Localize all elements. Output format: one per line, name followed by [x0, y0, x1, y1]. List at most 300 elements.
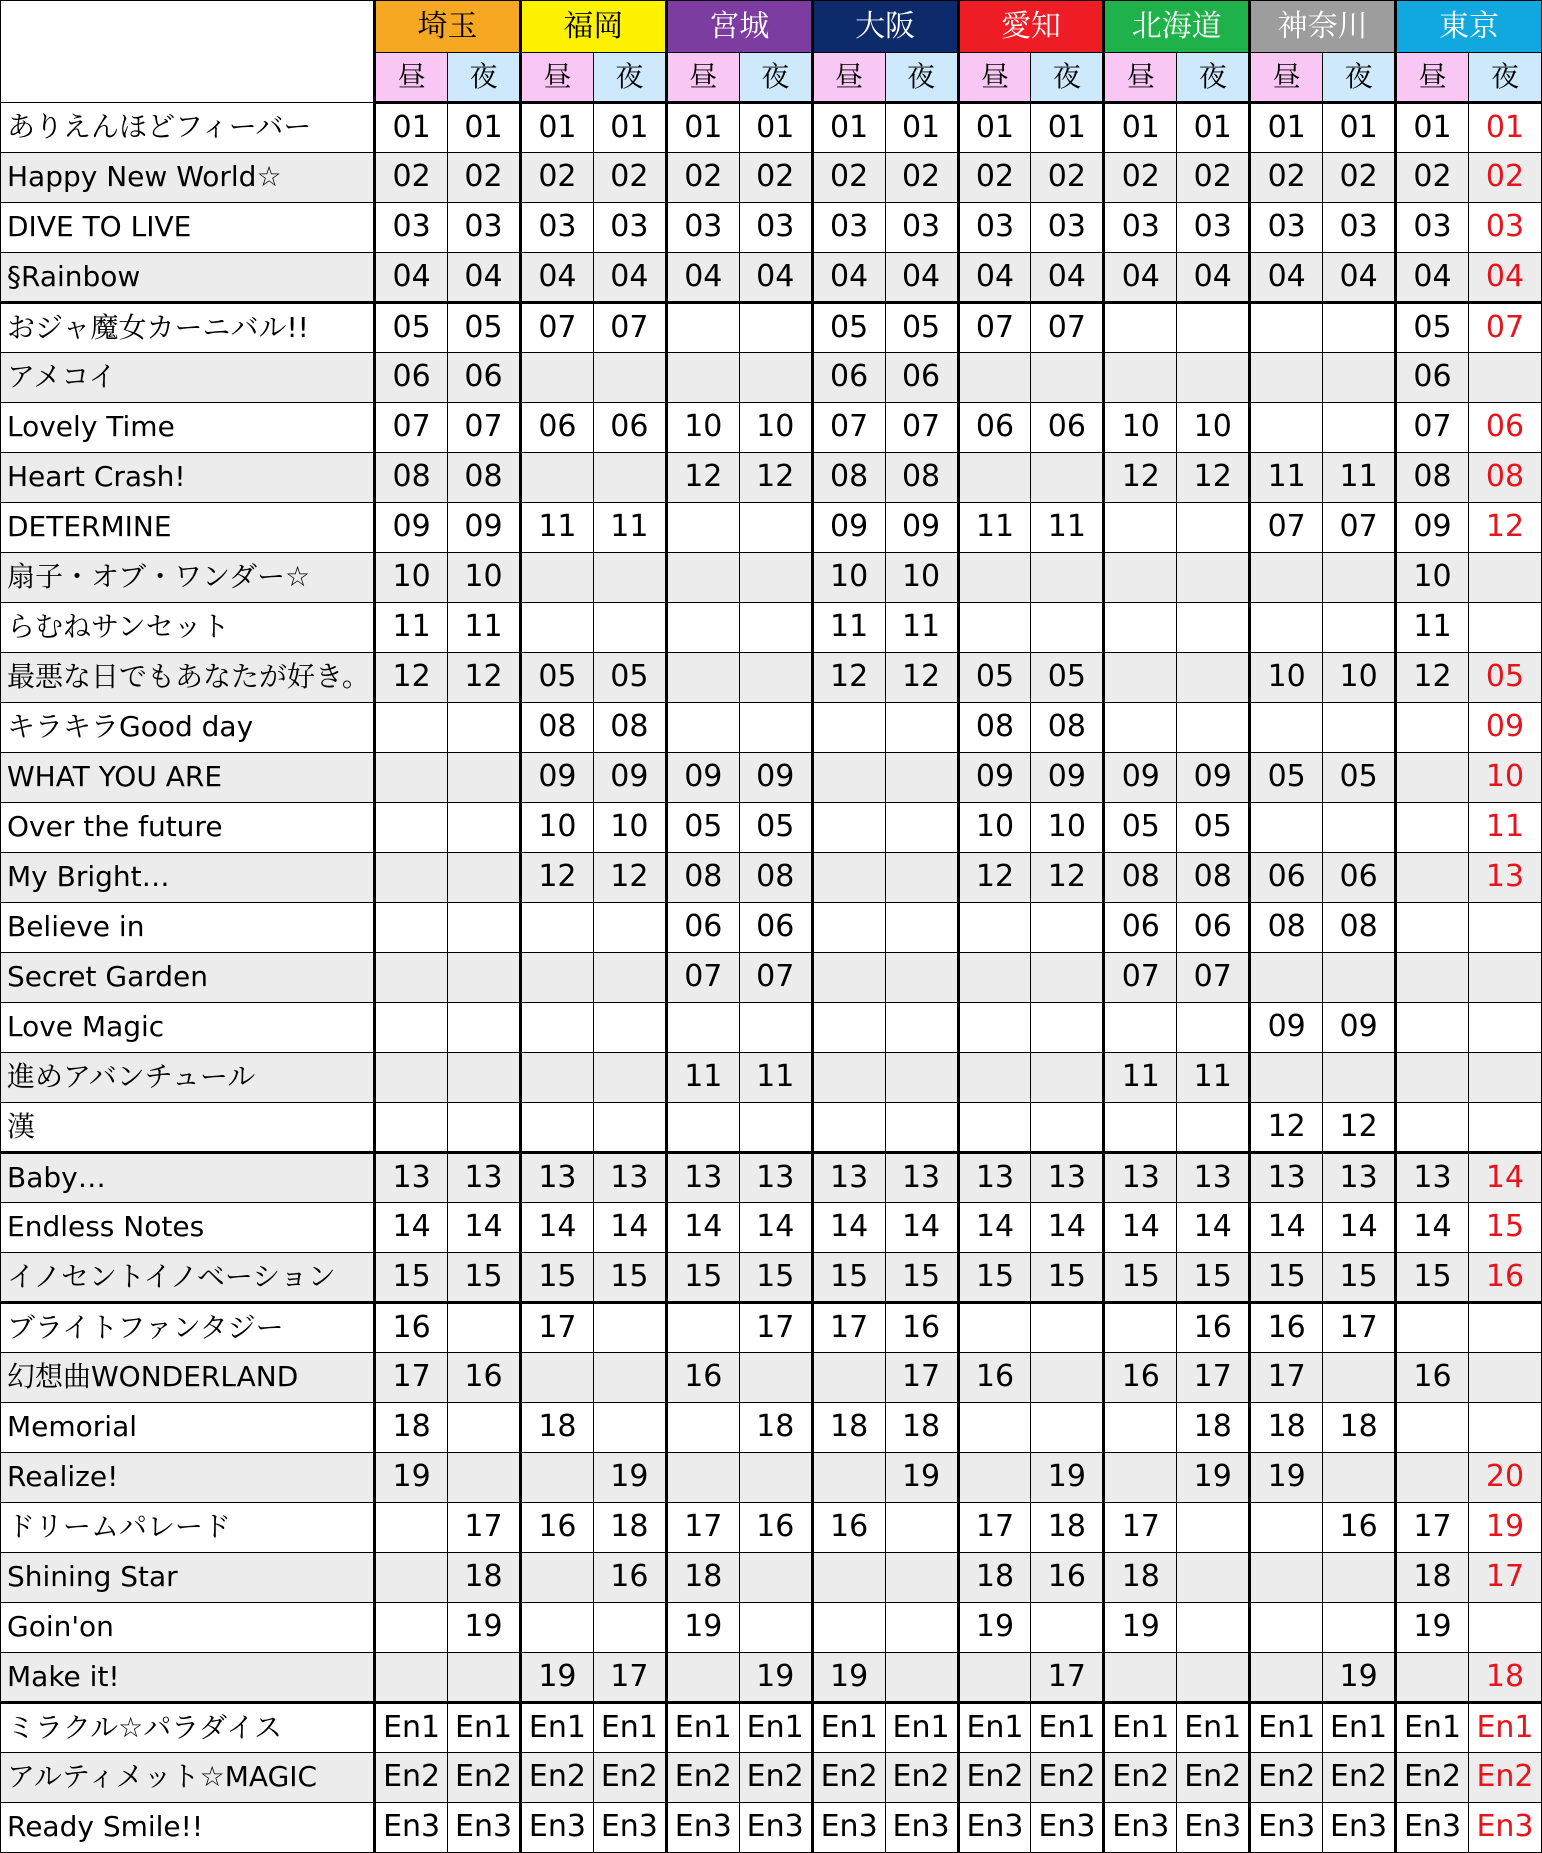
setlist-cell: En1 [375, 1702, 448, 1752]
song-title: アルティメット☆MAGIC [1, 1752, 375, 1802]
setlist-cell: 03 [1396, 202, 1469, 252]
setlist-cell: 19 [375, 1452, 448, 1502]
setlist-cell [1468, 952, 1541, 1002]
setlist-cell: 05 [885, 302, 958, 352]
setlist-cell [1177, 552, 1250, 602]
song-title: イノセントイノベーション [1, 1252, 375, 1302]
setlist-cell: 02 [666, 152, 739, 202]
setlist-cell: 02 [885, 152, 958, 202]
setlist-cell: 03 [1323, 202, 1396, 252]
setlist-cell: 07 [1468, 302, 1541, 352]
setlist-cell: 06 [1396, 352, 1469, 402]
setlist-cell: En1 [1323, 1702, 1396, 1752]
setlist-cell [375, 902, 448, 952]
setlist-cell: 15 [1468, 1202, 1541, 1252]
setlist-cell [375, 1102, 448, 1152]
setlist-cell: 03 [375, 202, 448, 252]
setlist-cell [448, 1452, 521, 1502]
setlist-cell [739, 502, 812, 552]
setlist-cell [1104, 1402, 1177, 1452]
setlist-cell: En1 [520, 1702, 593, 1752]
setlist-cell [520, 902, 593, 952]
setlist-cell: 18 [1031, 1502, 1104, 1552]
setlist-cell: 10 [812, 552, 885, 602]
setlist-cell: 06 [885, 352, 958, 402]
setlist-cell [1323, 552, 1396, 602]
setlist-cell [520, 1452, 593, 1502]
setlist-cell: 09 [1396, 502, 1469, 552]
setlist-cell [1104, 552, 1177, 602]
table-row [1, 102, 1542, 152]
setlist-cell: 11 [1468, 802, 1541, 852]
setlist-cell: 02 [448, 152, 521, 202]
setlist-cell: 10 [1468, 752, 1541, 802]
setlist-cell: 12 [666, 452, 739, 502]
setlist-cell [1323, 352, 1396, 402]
setlist-cell: 04 [375, 252, 448, 302]
setlist-cell [1250, 1602, 1323, 1652]
setlist-cell: 13 [520, 1152, 593, 1202]
setlist-cell [1177, 1002, 1250, 1052]
setlist-cell: 10 [520, 802, 593, 852]
setlist-cell [1177, 1652, 1250, 1702]
setlist-cell: 06 [1031, 402, 1104, 452]
setlist-cell: En2 [958, 1752, 1031, 1802]
setlist-cell: 11 [739, 1052, 812, 1102]
day-header: 昼 [812, 53, 885, 103]
setlist-cell [666, 352, 739, 402]
setlist-cell: En3 [1323, 1802, 1396, 1852]
setlist-cell [812, 852, 885, 902]
setlist-cell [593, 1352, 666, 1402]
setlist-cell: 08 [1177, 852, 1250, 902]
setlist-cell: En3 [1468, 1802, 1541, 1852]
setlist-cell: 13 [448, 1152, 521, 1202]
setlist-cell: 08 [1468, 452, 1541, 502]
table-row [1, 952, 1542, 1002]
setlist-cell: En1 [739, 1702, 812, 1752]
setlist-cell: En2 [1323, 1752, 1396, 1802]
setlist-cell [1250, 802, 1323, 852]
setlist-cell: 08 [1104, 852, 1177, 902]
setlist-cell: En3 [520, 1802, 593, 1852]
song-title: 漢 [1, 1102, 375, 1152]
setlist-cell: 19 [448, 1602, 521, 1652]
setlist-cell: 04 [958, 252, 1031, 302]
setlist-cell: 13 [1250, 1152, 1323, 1202]
setlist-cell: 15 [666, 1252, 739, 1302]
setlist-cell: 12 [958, 852, 1031, 902]
night-header: 夜 [1468, 53, 1541, 103]
setlist-cell: 08 [448, 452, 521, 502]
setlist-cell [593, 552, 666, 602]
table-row [1, 1802, 1542, 1852]
setlist-cell [1104, 502, 1177, 552]
setlist-cell [885, 1602, 958, 1652]
setlist-cell [958, 902, 1031, 952]
setlist-cell: 02 [1396, 152, 1469, 202]
setlist-cell: En1 [1396, 1702, 1469, 1752]
song-title: Memorial [1, 1402, 375, 1452]
setlist-cell: 04 [812, 252, 885, 302]
table-row [1, 352, 1542, 402]
setlist-cell: 14 [958, 1202, 1031, 1252]
setlist-cell [520, 352, 593, 402]
setlist-cell: 04 [1396, 252, 1469, 302]
setlist-cell: 05 [666, 802, 739, 852]
setlist-cell: En3 [1031, 1802, 1104, 1852]
setlist-cell: En2 [593, 1752, 666, 1802]
setlist-cell: 19 [1177, 1452, 1250, 1502]
setlist-cell [1104, 652, 1177, 702]
setlist-cell [885, 1652, 958, 1702]
setlist-cell: 04 [593, 252, 666, 302]
setlist-cell [1250, 352, 1323, 402]
setlist-cell: En1 [885, 1702, 958, 1752]
setlist-cell: 14 [885, 1202, 958, 1252]
setlist-cell: 18 [1177, 1402, 1250, 1452]
setlist-cell: 06 [1323, 852, 1396, 902]
setlist-cell: 04 [1177, 252, 1250, 302]
table-row [1, 1402, 1542, 1452]
table-row [1, 1052, 1542, 1102]
setlist-cell [739, 352, 812, 402]
setlist-cell [812, 952, 885, 1002]
setlist-cell: 17 [448, 1502, 521, 1552]
setlist-cell: 19 [1396, 1602, 1469, 1652]
song-title: アメコイ [1, 352, 375, 402]
setlist-cell [520, 552, 593, 602]
setlist-cell: 16 [520, 1502, 593, 1552]
setlist-cell [1468, 1302, 1541, 1352]
setlist-cell: 07 [739, 952, 812, 1002]
setlist-cell: 05 [1250, 752, 1323, 802]
table-row [1, 1302, 1542, 1352]
corner-cell [1, 1, 375, 103]
setlist-cell [1396, 802, 1469, 852]
setlist-cell: 13 [739, 1152, 812, 1202]
setlist-cell: 09 [739, 752, 812, 802]
city-header: 福岡 [520, 1, 666, 53]
setlist-cell: 19 [812, 1652, 885, 1702]
setlist-cell [520, 1002, 593, 1052]
setlist-cell: 14 [1031, 1202, 1104, 1252]
setlist-cell [666, 502, 739, 552]
setlist-cell: 09 [812, 502, 885, 552]
song-title: らむねサンセット [1, 602, 375, 652]
setlist-cell [885, 1552, 958, 1602]
city-header: 埼玉 [375, 1, 521, 53]
setlist-cell: 14 [375, 1202, 448, 1252]
setlist-cell [812, 802, 885, 852]
setlist-cell: 07 [520, 302, 593, 352]
setlist-cell [666, 1452, 739, 1502]
setlist-cell: 03 [520, 202, 593, 252]
setlist-cell: En1 [666, 1702, 739, 1752]
setlist-cell: 10 [375, 552, 448, 602]
setlist-cell [593, 352, 666, 402]
setlist-cell: 16 [1323, 1502, 1396, 1552]
setlist-cell: 13 [666, 1152, 739, 1202]
setlist-cell [448, 802, 521, 852]
setlist-cell: 18 [885, 1402, 958, 1452]
song-title: Happy New World☆ [1, 152, 375, 202]
setlist-cell [593, 602, 666, 652]
song-title: Lovely Time [1, 402, 375, 452]
setlist-cell: 03 [593, 202, 666, 252]
setlist-cell: 08 [593, 702, 666, 752]
setlist-cell [1468, 1102, 1541, 1152]
setlist-cell: 07 [448, 402, 521, 452]
setlist-cell [1468, 352, 1541, 402]
setlist-cell [1177, 652, 1250, 702]
setlist-cell [448, 1102, 521, 1152]
setlist-cell: 07 [1104, 952, 1177, 1002]
setlist-cell [1104, 602, 1177, 652]
setlist-cell: 05 [1323, 752, 1396, 802]
setlist-cell [1250, 1502, 1323, 1552]
setlist-cell: 06 [448, 352, 521, 402]
setlist-cell: 18 [593, 1502, 666, 1552]
setlist-cell: 15 [375, 1252, 448, 1302]
setlist-cell: 11 [520, 502, 593, 552]
setlist-cell: 04 [1250, 252, 1323, 302]
setlist-cell: 01 [1104, 102, 1177, 152]
setlist-cell [1031, 1302, 1104, 1352]
setlist-cell [593, 1102, 666, 1152]
song-title: Endless Notes [1, 1202, 375, 1252]
setlist-cell [739, 652, 812, 702]
setlist-cell: 15 [1104, 1252, 1177, 1302]
setlist-cell: 04 [1323, 252, 1396, 302]
setlist-cell: 16 [739, 1502, 812, 1552]
setlist-cell: 12 [1323, 1102, 1396, 1152]
setlist-cell: 08 [1396, 452, 1469, 502]
setlist-cell: 06 [1177, 902, 1250, 952]
setlist-cell: En1 [593, 1702, 666, 1752]
setlist-cell [1031, 952, 1104, 1002]
setlist-cell: 08 [375, 452, 448, 502]
setlist-cell [520, 952, 593, 1002]
setlist-cell: 11 [1104, 1052, 1177, 1102]
table-row [1, 1652, 1542, 1702]
setlist-cell: 16 [885, 1302, 958, 1352]
setlist-cell: 11 [666, 1052, 739, 1102]
setlist-cell: 17 [739, 1302, 812, 1352]
setlist-cell [1177, 1102, 1250, 1152]
setlist-cell [1468, 552, 1541, 602]
setlist-cell: 15 [1323, 1252, 1396, 1302]
setlist-cell: 17 [520, 1302, 593, 1352]
setlist-cell [885, 1002, 958, 1052]
header-city-row [1, 1, 1542, 53]
setlist-cell: 09 [885, 502, 958, 552]
setlist-cell: 19 [958, 1602, 1031, 1652]
table-row [1, 552, 1542, 602]
setlist-cell: 02 [1177, 152, 1250, 202]
setlist-cell [958, 602, 1031, 652]
setlist-cell: 11 [1177, 1052, 1250, 1102]
setlist-cell: En2 [1396, 1752, 1469, 1802]
setlist-cell: 14 [1396, 1202, 1469, 1252]
table-row [1, 1152, 1542, 1202]
setlist-cell [739, 702, 812, 752]
setlist-cell: En1 [1031, 1702, 1104, 1752]
setlist-cell: 12 [375, 652, 448, 702]
setlist-cell: 07 [885, 402, 958, 452]
city-header: 北海道 [1104, 1, 1250, 53]
setlist-cell: En3 [375, 1802, 448, 1852]
setlist-cell: 02 [1468, 152, 1541, 202]
setlist-cell: 16 [1031, 1552, 1104, 1602]
setlist-cell [1104, 302, 1177, 352]
setlist-cell: 04 [666, 252, 739, 302]
setlist-cell: 14 [520, 1202, 593, 1252]
setlist-cell [1396, 752, 1469, 802]
setlist-cell [666, 552, 739, 602]
setlist-cell: 02 [812, 152, 885, 202]
setlist-cell: 04 [885, 252, 958, 302]
song-title: ブライトファンタジー [1, 1302, 375, 1352]
setlist-cell: 19 [593, 1452, 666, 1502]
setlist-cell: 13 [1177, 1152, 1250, 1202]
setlist-cell: 08 [812, 452, 885, 502]
setlist-cell [739, 1102, 812, 1152]
setlist-cell [1323, 1052, 1396, 1102]
setlist-cell: 08 [1323, 902, 1396, 952]
setlist-cell: 03 [666, 202, 739, 252]
setlist-cell: 13 [375, 1152, 448, 1202]
setlist-cell: 10 [1323, 652, 1396, 702]
setlist-cell [812, 1602, 885, 1652]
setlist-cell: 07 [812, 402, 885, 452]
setlist-cell: 08 [958, 702, 1031, 752]
setlist-cell: 07 [958, 302, 1031, 352]
table-row [1, 452, 1542, 502]
night-header: 夜 [1177, 53, 1250, 103]
setlist-cell [1468, 902, 1541, 952]
setlist-cell: 11 [885, 602, 958, 652]
setlist-cell [1396, 1402, 1469, 1452]
setlist-cell: 18 [1468, 1652, 1541, 1702]
song-title: Shining Star [1, 1552, 375, 1602]
setlist-cell [520, 452, 593, 502]
setlist-cell [1396, 1652, 1469, 1702]
setlist-cell: 13 [958, 1152, 1031, 1202]
night-header: 夜 [739, 53, 812, 103]
setlist-cell: 09 [666, 752, 739, 802]
setlist-cell [812, 752, 885, 802]
setlist-cell: 10 [448, 552, 521, 602]
setlist-cell: 17 [958, 1502, 1031, 1552]
setlist-cell [1031, 352, 1104, 402]
setlist-cell: 14 [666, 1202, 739, 1252]
setlist-cell [1250, 1652, 1323, 1702]
setlist-cell: 16 [1396, 1352, 1469, 1402]
setlist-cell: En3 [1250, 1802, 1323, 1852]
setlist-cell: 05 [593, 652, 666, 702]
setlist-cell: 07 [1250, 502, 1323, 552]
setlist-cell [1104, 1102, 1177, 1152]
setlist-cell [885, 802, 958, 852]
setlist-cell: 01 [520, 102, 593, 152]
table-row [1, 202, 1542, 252]
setlist-cell [1104, 352, 1177, 402]
setlist-cell [1177, 602, 1250, 652]
song-title: 進めアバンチュール [1, 1052, 375, 1102]
day-header: 昼 [958, 53, 1031, 103]
setlist-cell: 14 [1468, 1152, 1541, 1202]
song-title: Over the future [1, 802, 375, 852]
setlist-cell: 10 [1104, 402, 1177, 452]
setlist-cell: 18 [666, 1552, 739, 1602]
setlist-cell: 07 [375, 402, 448, 452]
song-title: DIVE TO LIVE [1, 202, 375, 252]
setlist-cell: 12 [739, 452, 812, 502]
setlist-cell: En1 [448, 1702, 521, 1752]
setlist-cell: 11 [593, 502, 666, 552]
setlist-cell: 19 [1031, 1452, 1104, 1502]
setlist-cell [812, 1452, 885, 1502]
setlist-cell: 14 [812, 1202, 885, 1252]
setlist-cell [885, 1052, 958, 1102]
table-row [1, 1502, 1542, 1552]
setlist-cell: 11 [958, 502, 1031, 552]
setlist-cell [958, 552, 1031, 602]
table-row [1, 1002, 1542, 1052]
setlist-cell: 18 [1104, 1552, 1177, 1602]
setlist-cell [666, 1402, 739, 1452]
setlist-cell: En2 [1104, 1752, 1177, 1802]
setlist-cell: 20 [1468, 1452, 1541, 1502]
table-row [1, 702, 1542, 752]
setlist-cell: 12 [1177, 452, 1250, 502]
setlist-cell: 14 [1323, 1202, 1396, 1252]
setlist-cell: 17 [1323, 1302, 1396, 1352]
setlist-cell [448, 1002, 521, 1052]
setlist-cell: 06 [1104, 902, 1177, 952]
setlist-cell [1031, 1352, 1104, 1402]
setlist-cell [1031, 602, 1104, 652]
setlist-cell [1177, 502, 1250, 552]
table-row [1, 1352, 1542, 1402]
setlist-cell [448, 1652, 521, 1702]
setlist-cell: 16 [666, 1352, 739, 1402]
setlist-cell: 18 [1396, 1552, 1469, 1602]
setlist-cell [448, 1052, 521, 1102]
setlist-cell [375, 1552, 448, 1602]
city-header: 東京 [1396, 1, 1542, 53]
setlist-cell: 07 [1031, 302, 1104, 352]
setlist-cell: En2 [520, 1752, 593, 1802]
setlist-cell [1323, 1352, 1396, 1402]
setlist-cell [1468, 1402, 1541, 1452]
setlist-cell: 01 [1250, 102, 1323, 152]
setlist-cell [739, 1452, 812, 1502]
setlist-cell: En3 [1104, 1802, 1177, 1852]
setlist-cell: 17 [666, 1502, 739, 1552]
setlist-cell: 11 [1031, 502, 1104, 552]
setlist-cell: 01 [1396, 102, 1469, 152]
setlist-cell: 08 [739, 852, 812, 902]
setlist-cell: 06 [666, 902, 739, 952]
setlist-cell [375, 1052, 448, 1102]
setlist-cell: 09 [448, 502, 521, 552]
setlist-cell: 11 [448, 602, 521, 652]
setlist-cell [739, 552, 812, 602]
table-row [1, 802, 1542, 852]
setlist-cell [448, 1402, 521, 1452]
